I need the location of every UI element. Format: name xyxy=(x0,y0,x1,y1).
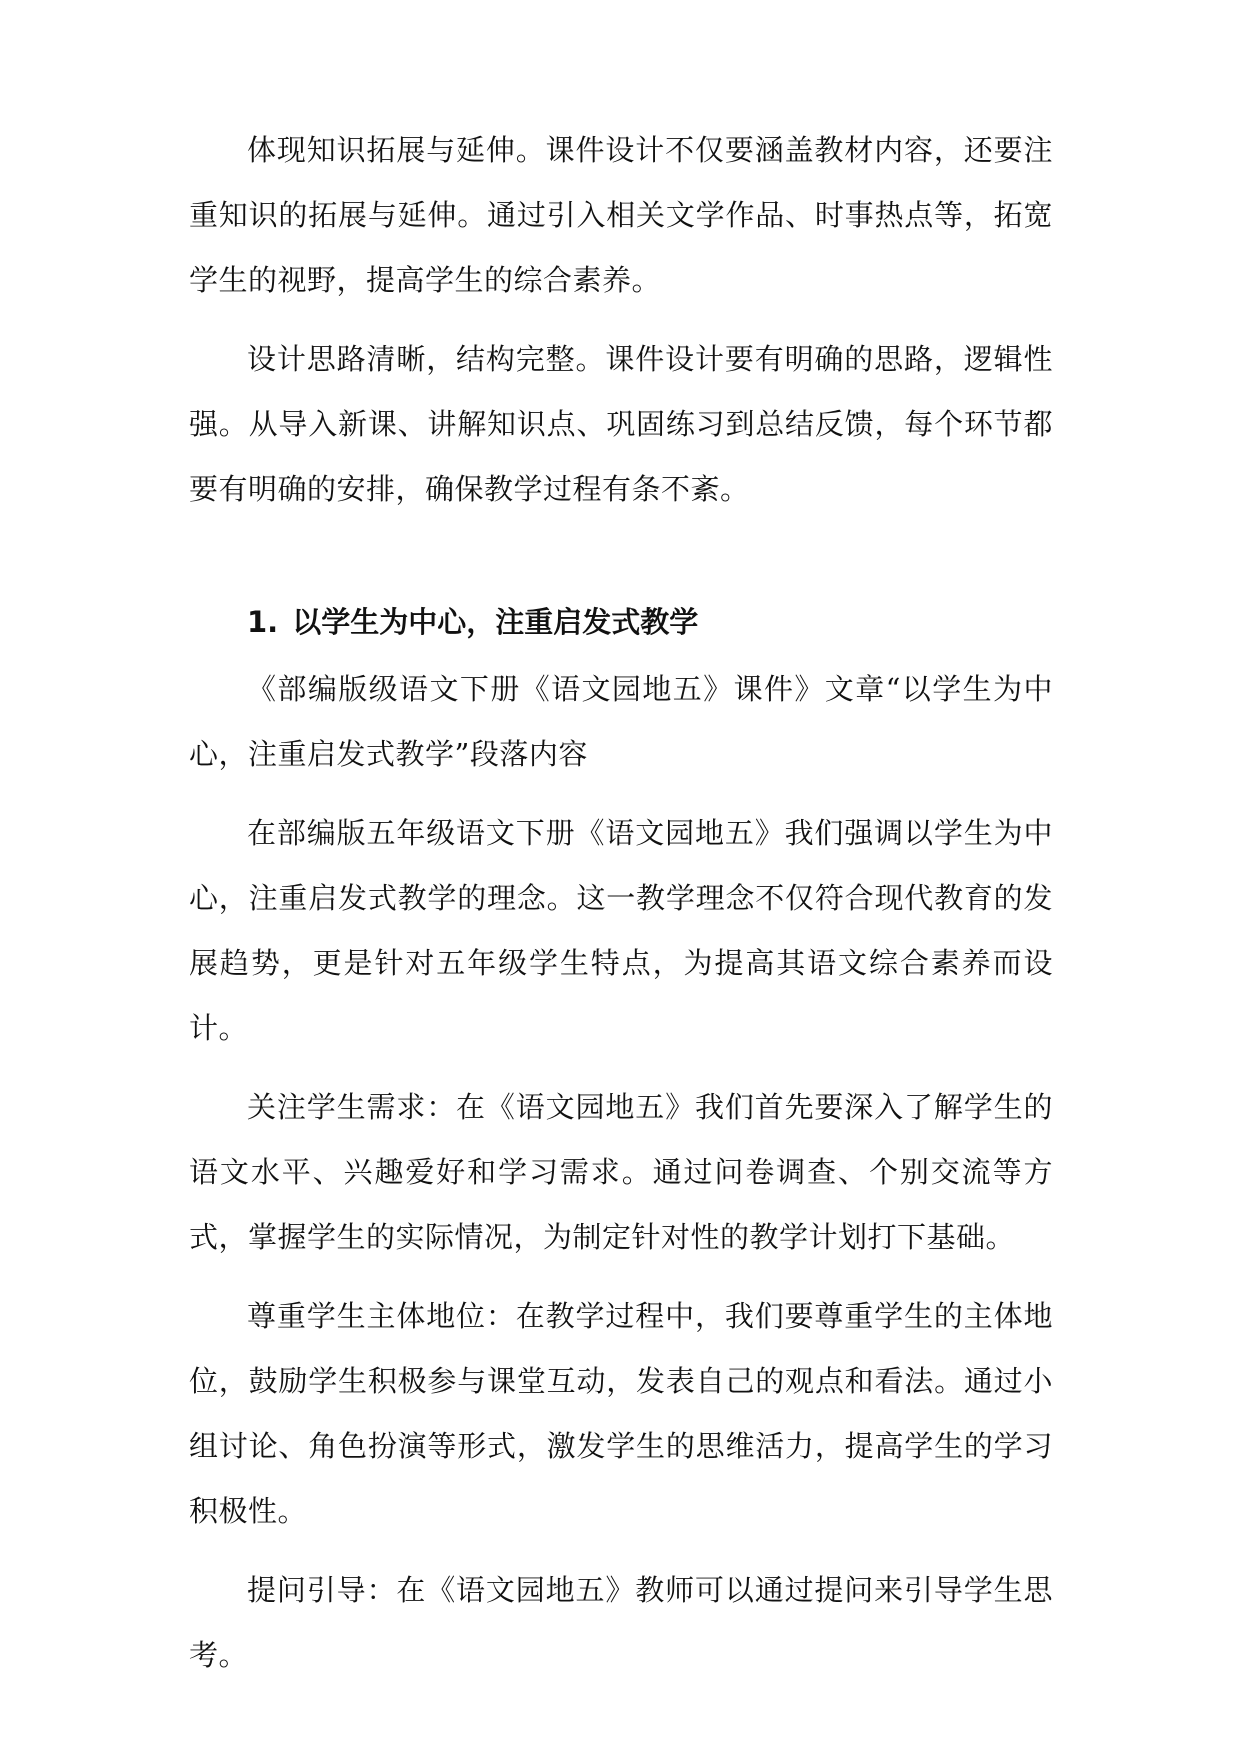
paragraph-student-needs: 关注学生需求：在《语文园地五》我们首先要深入了解学生的语文水平、兴趣爱好和学习需求。通过问卷调查、个别交流等方式，掌握学生的实际情况，为制定针对性的教学计划打下基础。 xyxy=(189,1090,1053,1254)
document-page xyxy=(189,118,1053,1688)
section-title: 以学生为中心，注重启发式教学 xyxy=(292,605,699,639)
paragraph-student-centered: 在部编版五年级语文下册《语文园地五》我们强调以学生为中心，注重启发式教学的理念。这一教学理念不仅符合现代教育的发展趋势，更是针对五年级学生特点，为提高其语文综合素养而设计。 xyxy=(189,816,1053,1045)
paragraph-knowledge-extension: 体现知识拓展与延伸。课件设计不仅要涵盖教材内容，还要注重知识的拓展与延伸。通过引入相关文学作品、时事热点等，拓宽学生的视野，提高学生的综合素养。 xyxy=(189,133,1053,297)
paragraph-student-subject: 尊重学生主体地位：在教学过程中，我们要尊重学生的主体地位，鼓励学生积极参与课堂互动，发表自己的观点和看法。通过小组讨论、角色扮演等形式，激发学生的思维活力，提高学生的学习积极性。 xyxy=(189,1299,1053,1528)
section-number: 1. xyxy=(247,605,279,639)
paragraph-design-structure: 设计思路清晰，结构完整。课件设计要有明确的思路，逻辑性强。从导入新课、讲解知识点、巩固练习到总结反馈，每个环节都要有明确的安排，确保教学过程有条不紊。 xyxy=(189,342,1053,506)
paragraph-article-reference: 《部编版级语文下册《语文园地五》课件》文章“以学生为中心，注重启发式教学”段落内容 xyxy=(189,672,1053,771)
paragraph-questioning: 提问引导：在《语文园地五》教师可以通过提问来引导学生思考。 xyxy=(189,1573,1053,1672)
section-heading xyxy=(189,590,1053,655)
